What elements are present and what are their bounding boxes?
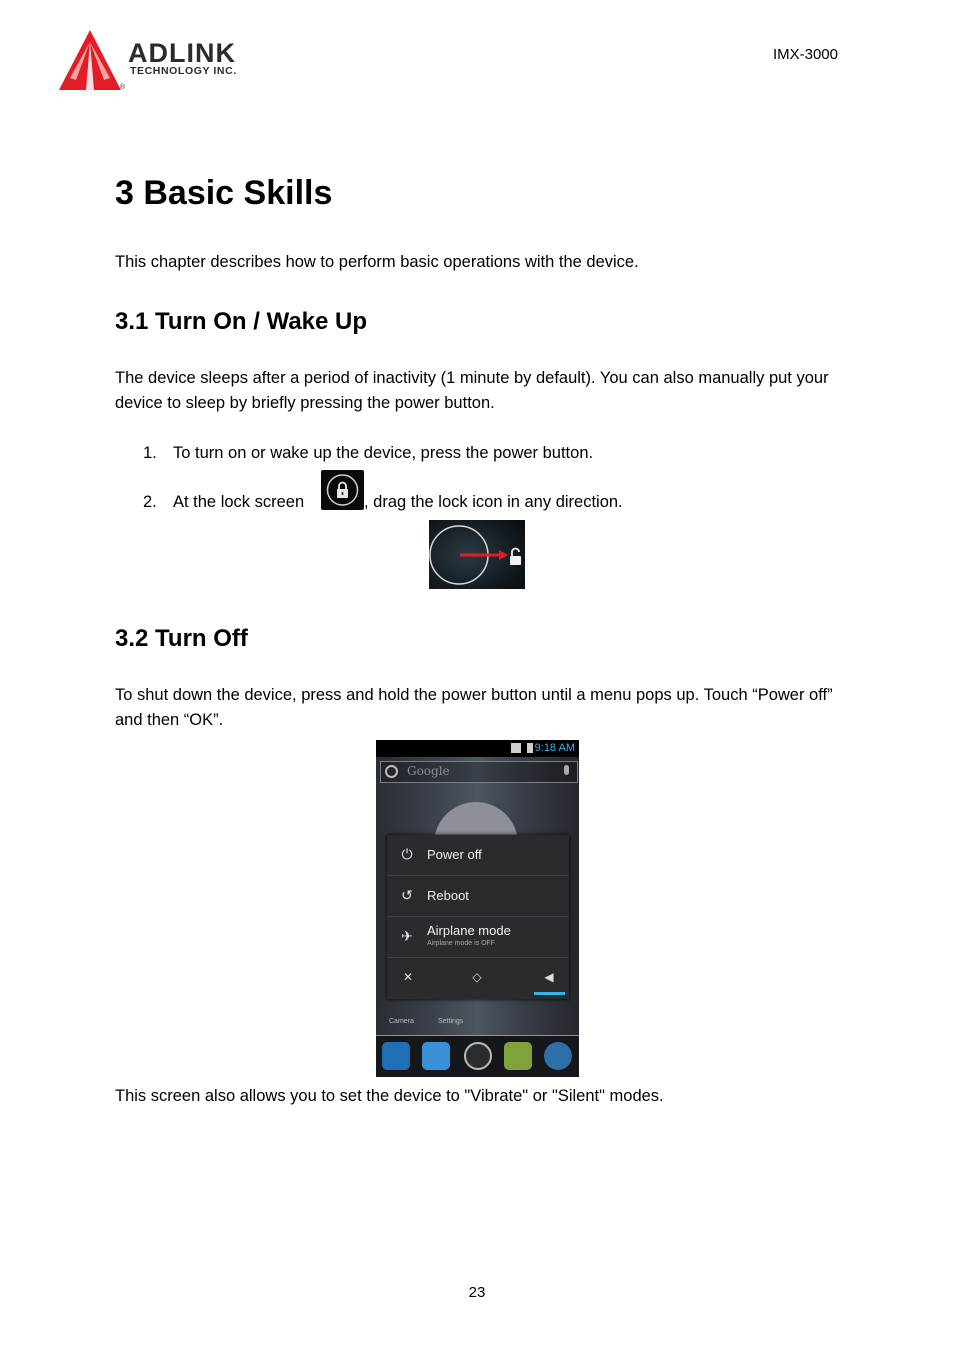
contacts-icon [422,1042,450,1070]
selected-mode-indicator [534,992,565,995]
lock-screen-icon [321,470,364,510]
menu-item-label: Airplane mode [427,923,511,938]
step-1-text: To turn on or wake up the device, press the power button. [173,444,594,462]
step-2 [143,493,843,512]
reboot-icon: ↺ [401,887,413,903]
page-number: 23 [468,1284,486,1301]
home-app-labels [376,1010,579,1030]
section-1-paragraph: The device sleeps after a period of inactivity (1 minute by default). You can also manually put your device to sleep by briefly pressing the power button. [115,369,829,412]
unlock-drag-illustration [429,520,525,589]
signal-icon [511,743,521,753]
battery-icon [527,743,533,753]
sound-mode-selector [387,958,569,999]
app-drawer-icon [464,1042,492,1070]
status-bar [376,740,579,757]
chapter-title: 3 Basic Skills [115,174,333,212]
model-name: IMX-3000 [772,46,838,63]
section-title-turn-off: 3.2 Turn Off [115,625,248,652]
vibrate-icon: ◇ [472,970,482,984]
power-options-menu [387,835,569,999]
adlink-triangle-icon [58,28,124,94]
step-1-number: 1. [143,444,157,462]
adlink-logo [58,28,268,96]
menu-item-label: Power off [427,847,482,862]
step-2-number: 2. [143,493,157,511]
menu-item-airplane-mode [387,917,569,958]
menu-item-power-off [387,835,569,876]
sound-icon: ◀ [544,970,554,984]
power-menu-screenshot [376,740,579,1077]
step-1 [143,444,843,463]
section-2-after-image: This screen also allows you to set the device to "Vibrate" or "Silent" modes. [115,1087,664,1105]
status-time: 9:18 AM [534,742,575,754]
power-icon: ⏻ [401,846,413,862]
step-2-text-after: , drag the lock icon in any direction. [364,493,623,511]
registered-mark: ® [120,84,126,91]
section-title-turn-on: 3.1 Turn On / Wake Up [115,308,368,335]
airplane-icon: ✈ [401,928,413,944]
brand-subtitle: TECHNOLOGY INC. [130,65,237,77]
messaging-icon [504,1042,532,1070]
brand-name: ADLINK [128,38,236,68]
menu-item-label: Reboot [427,888,469,903]
google-search-bar [380,761,578,783]
app-label-settings: Settings [438,1018,464,1025]
search-icon [385,765,398,778]
menu-item-sublabel: Airplane mode is OFF [427,940,496,947]
step-2-text-before: At the lock screen [173,493,305,511]
phone-icon [382,1042,410,1070]
home-dock [376,1035,579,1077]
chapter-intro: This chapter describes how to perform basic operations with the device. [115,253,639,271]
silent-icon: ✕ [402,970,414,984]
menu-item-reboot [387,876,569,917]
section-2-paragraph: To shut down the device, press and hold the power button until a menu pops up. Touch “Power off” and then “OK”. [115,686,833,729]
browser-icon [544,1042,572,1070]
app-label-camera: Camera [389,1018,414,1025]
search-placeholder: Google [407,764,450,778]
microphone-icon [564,765,569,775]
